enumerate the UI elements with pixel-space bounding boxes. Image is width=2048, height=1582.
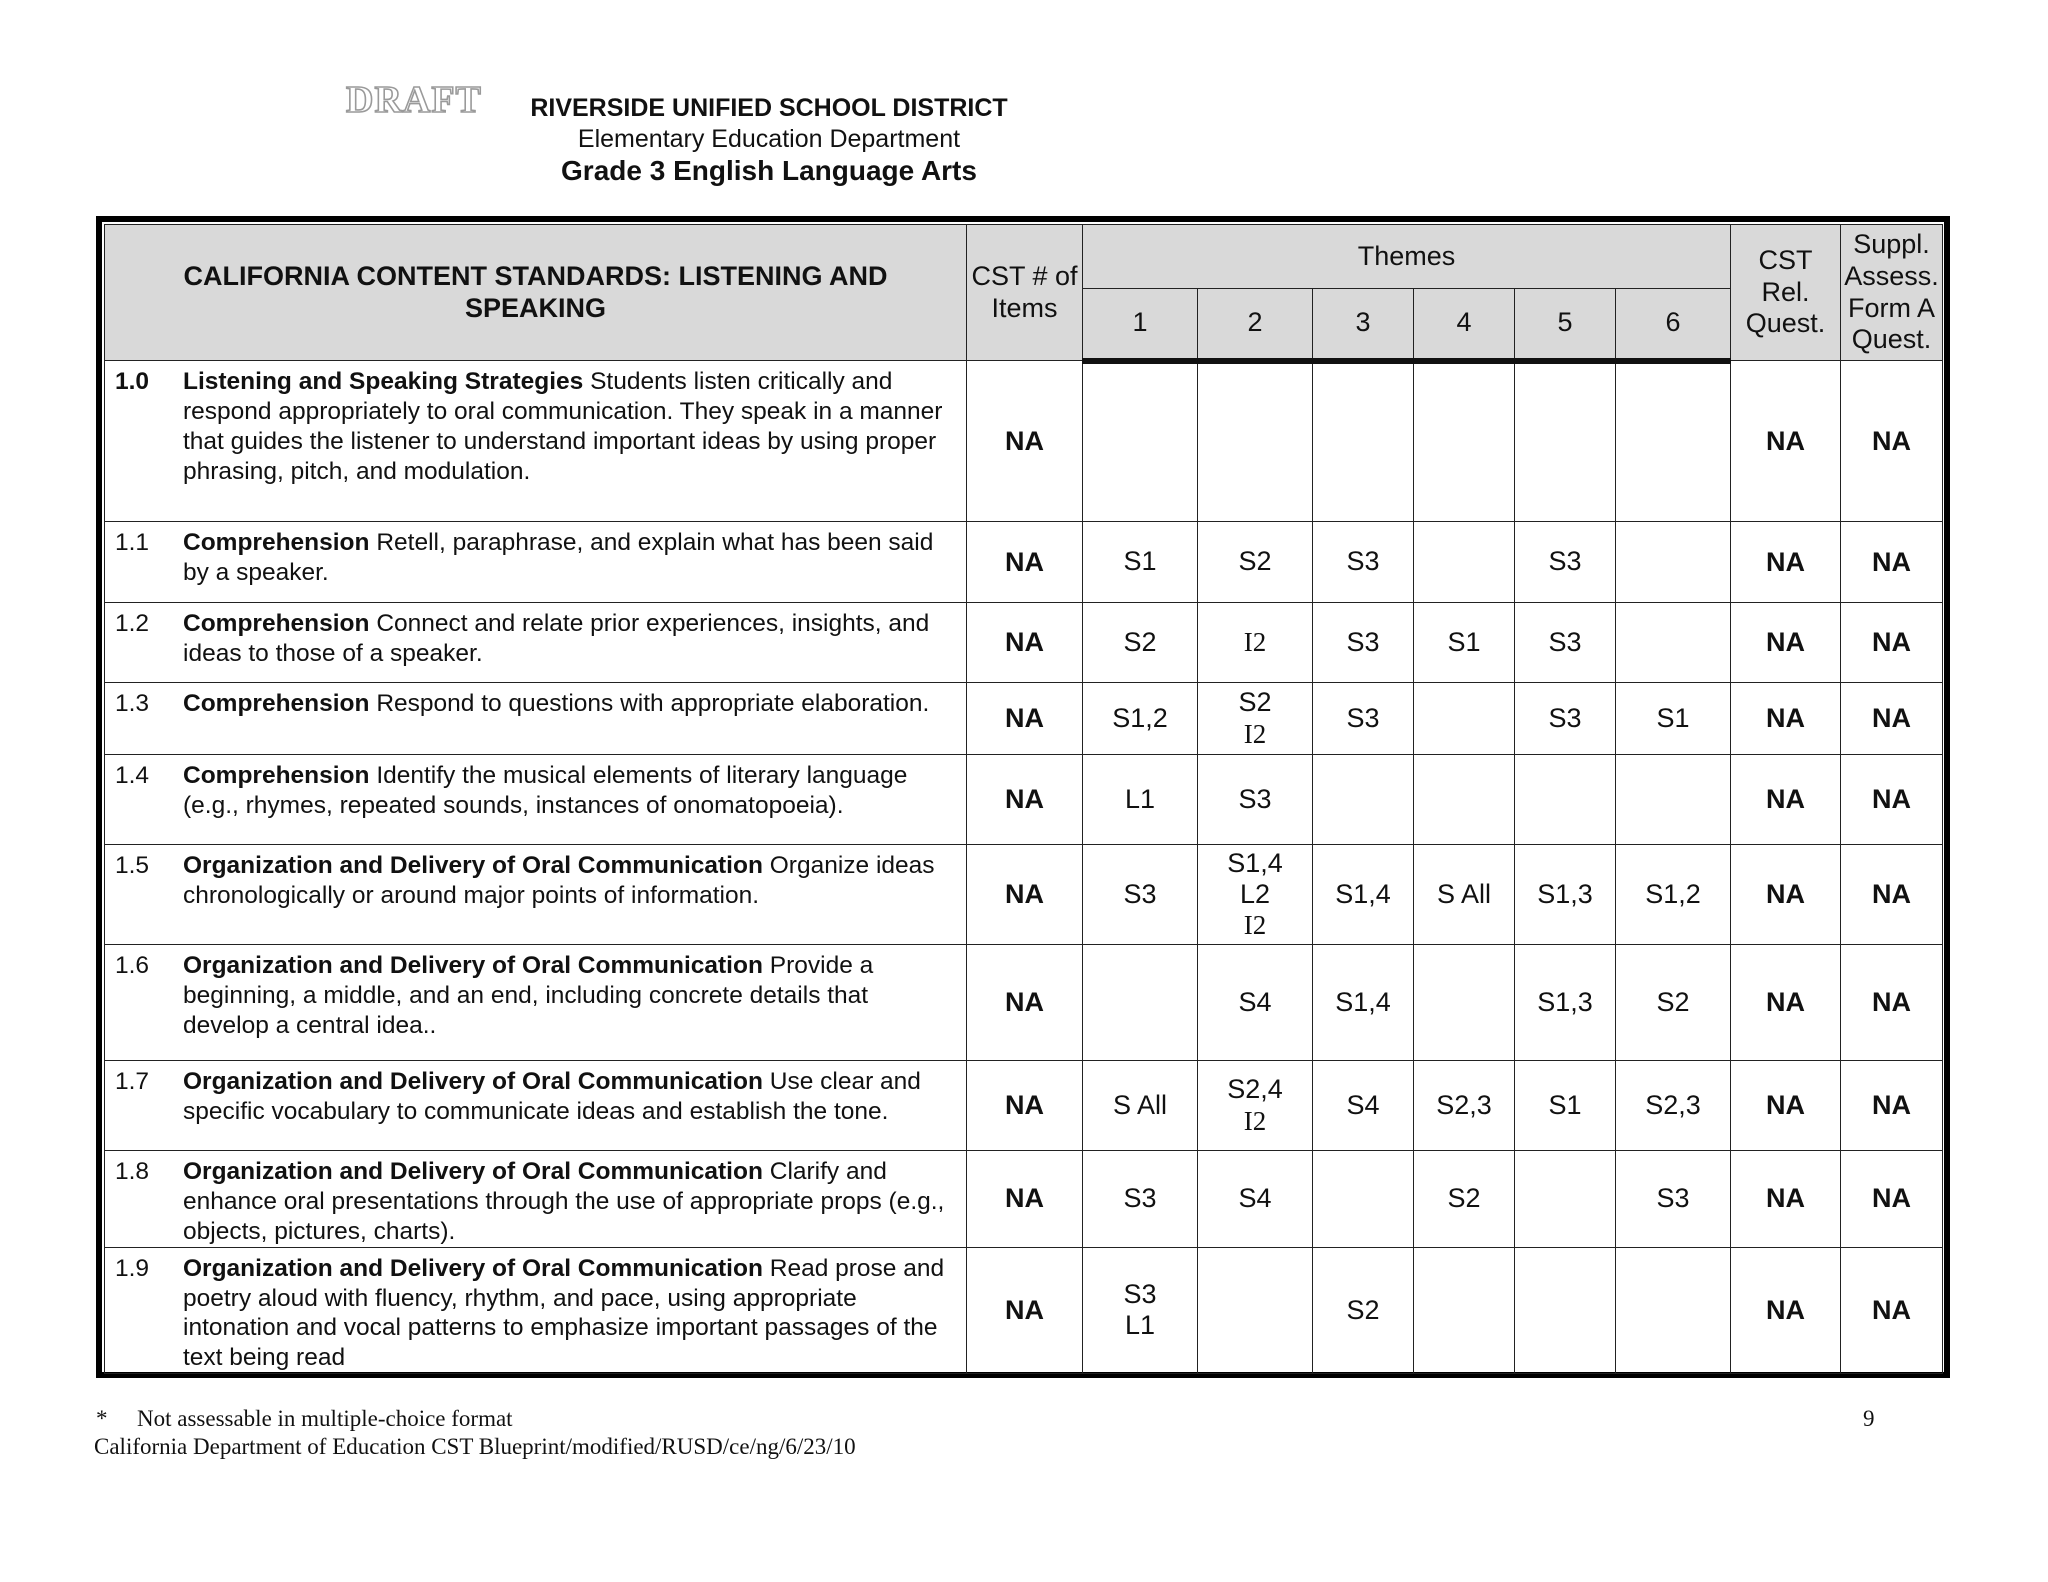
standard-number: 1.6 <box>115 952 150 979</box>
table-row <box>105 945 1943 1061</box>
theme-code: S1,3 <box>1537 878 1593 909</box>
theme-cell <box>1515 683 1616 755</box>
theme-code: S3 <box>1346 626 1380 657</box>
theme-code: I2 <box>1243 1105 1267 1136</box>
theme-code: S1 <box>1548 1089 1582 1120</box>
theme-code: S3 <box>1656 1183 1690 1214</box>
themes-header: Themes <box>1083 225 1731 289</box>
theme-cell <box>1313 1151 1414 1248</box>
cst-rel-value: NA <box>1731 1061 1841 1151</box>
theme-cell <box>1616 522 1731 603</box>
theme-code: S1,4 <box>1335 986 1391 1017</box>
standard-number: 1.5 <box>115 852 150 879</box>
theme-code: S3 <box>1123 1183 1157 1214</box>
standards-table <box>104 224 1943 1374</box>
standard-topic: Organization and Delivery of Oral Communication <box>183 1158 763 1185</box>
theme-cell <box>1515 945 1616 1061</box>
cst-rel-value: NA <box>1731 1151 1841 1248</box>
cst-items-value: NA <box>967 603 1083 683</box>
standard-description <box>105 1151 967 1248</box>
theme-cell <box>1198 1061 1313 1151</box>
standard-text <box>183 851 958 911</box>
table-row <box>105 522 1943 603</box>
theme-cell <box>1083 361 1198 522</box>
standard-number: 1.0 <box>115 368 150 395</box>
standard-description <box>105 945 967 1061</box>
theme-code: S1,2 <box>1645 878 1701 909</box>
theme-cell <box>1414 1151 1515 1248</box>
theme-code: S All <box>1436 878 1492 909</box>
theme-code: S3 <box>1123 1279 1157 1310</box>
standard-description <box>105 1247 967 1374</box>
theme-cell <box>1083 1247 1198 1374</box>
theme-cell <box>1414 522 1515 603</box>
theme-cell <box>1515 522 1616 603</box>
theme-cell <box>1313 1247 1414 1374</box>
department-name: Elementary Education Department <box>577 125 961 153</box>
standard-number: 1.8 <box>115 1158 150 1185</box>
cst-rel-value: NA <box>1731 361 1841 522</box>
cst-rel-value: NA <box>1731 845 1841 945</box>
subject-title: Grade 3 English Language Arts <box>561 155 977 186</box>
theme-cell <box>1083 603 1198 683</box>
standard-number: 1.9 <box>115 1254 150 1282</box>
theme-code: S2 <box>1238 546 1272 577</box>
theme-cell <box>1198 755 1313 845</box>
cst-items-value: NA <box>967 755 1083 845</box>
standard-text <box>183 761 958 821</box>
standard-text <box>183 528 958 588</box>
theme-number: 6 <box>1616 289 1731 361</box>
theme-number: 3 <box>1313 289 1414 361</box>
theme-cell <box>1313 945 1414 1061</box>
cst-items-value: NA <box>967 945 1083 1061</box>
theme-cell <box>1414 603 1515 683</box>
theme-cell <box>1616 945 1731 1061</box>
standard-body: Organize ideas chronologically or around major points of information. <box>183 852 935 909</box>
theme-code: L1 <box>1124 783 1156 814</box>
standard-topic: Organization and Delivery of Oral Communication <box>183 952 763 979</box>
page-number: 9 <box>1863 1406 1875 1431</box>
theme-cell <box>1616 755 1731 845</box>
theme-cell <box>1313 603 1414 683</box>
theme-cell <box>1083 522 1198 603</box>
cst-items-header: CST # of Items <box>967 225 1083 361</box>
standard-text <box>183 367 958 487</box>
theme-cell <box>1313 683 1414 755</box>
theme-code: S2 <box>1346 1294 1380 1325</box>
theme-code: S1 <box>1656 702 1690 733</box>
theme-cell <box>1198 683 1313 755</box>
theme-cell <box>1198 845 1313 945</box>
table-row <box>105 1061 1943 1151</box>
standard-text <box>183 1067 958 1127</box>
standard-body: Respond to questions with appropriate elaboration. <box>376 690 930 717</box>
standard-topic: Comprehension <box>183 690 370 717</box>
theme-cell <box>1083 845 1198 945</box>
standard-number: 1.1 <box>115 529 150 556</box>
suppl-assess-value: NA <box>1841 603 1943 683</box>
theme-code: S3 <box>1346 546 1380 577</box>
theme-cell <box>1515 755 1616 845</box>
theme-code: I2 <box>1243 910 1267 941</box>
standard-topic: Organization and Delivery of Oral Communication <box>183 852 763 879</box>
theme-cell <box>1616 1151 1731 1248</box>
standard-topic: Organization and Delivery of Oral Communication <box>183 1068 763 1095</box>
theme-cell <box>1083 755 1198 845</box>
theme-code: I2 <box>1243 718 1267 749</box>
theme-cell <box>1198 945 1313 1061</box>
standard-topic: Listening and Speaking Strategies <box>183 368 584 395</box>
theme-code: S4 <box>1238 1183 1272 1214</box>
standard-text <box>183 951 958 1041</box>
cst-items-value: NA <box>967 1061 1083 1151</box>
standard-topic: Comprehension <box>183 762 370 789</box>
theme-code: S2 <box>1656 986 1690 1017</box>
source-line: California Department of Education CST Blueprint/modified/RUSD/ce/ng/6/23/10 <box>94 1434 856 1459</box>
theme-cell <box>1515 361 1616 522</box>
theme-code: S3 <box>1548 702 1582 733</box>
standard-topic: Organization and Delivery of Oral Communication <box>183 1254 763 1282</box>
cst-items-value: NA <box>967 1247 1083 1374</box>
district-name: RIVERSIDE UNIFIED SCHOOL DISTRICT <box>530 94 1008 122</box>
theme-code: S3 <box>1548 626 1582 657</box>
theme-cell <box>1414 361 1515 522</box>
theme-cell <box>1313 845 1414 945</box>
theme-cell <box>1515 845 1616 945</box>
theme-cell <box>1313 1061 1414 1151</box>
theme-cell <box>1313 361 1414 522</box>
theme-code: S3 <box>1548 546 1582 577</box>
theme-cell <box>1198 361 1313 522</box>
theme-code: S1,3 <box>1537 986 1593 1017</box>
theme-code: S2 <box>1123 626 1157 657</box>
footnote <box>96 1406 513 1432</box>
theme-code: S All <box>1112 1089 1168 1120</box>
theme-cell <box>1083 1061 1198 1151</box>
table-row <box>105 1151 1943 1248</box>
theme-cell <box>1414 683 1515 755</box>
suppl-assess-value: NA <box>1841 1151 1943 1248</box>
standard-description <box>105 361 967 522</box>
theme-cell <box>1083 683 1198 755</box>
cst-items-value: NA <box>967 683 1083 755</box>
theme-code: S1 <box>1447 626 1481 657</box>
suppl-assess-value: NA <box>1841 1061 1943 1151</box>
theme-code: S1,4 <box>1227 847 1283 878</box>
theme-number: 2 <box>1198 289 1313 361</box>
theme-cell <box>1515 1061 1616 1151</box>
standard-text <box>183 609 958 669</box>
standard-number: 1.2 <box>115 610 150 637</box>
cst-rel-value: NA <box>1731 945 1841 1061</box>
standard-body: Students listen critically and respond appropriately to oral communication. They speak in a manner that guides the listener to understand important ideas by using proper phrasing, pitch, and modulation. <box>183 368 943 485</box>
theme-cell <box>1198 1247 1313 1374</box>
standard-body: Clarify and enhance oral presentations through the use of appropriate props (e.g., objects, pictures, charts). <box>183 1158 945 1245</box>
theme-cell <box>1414 1061 1515 1151</box>
suppl-assess-value: NA <box>1841 755 1943 845</box>
suppl-assess-header: Suppl. Assess. Form A Quest. <box>1841 225 1943 361</box>
suppl-assess-value: NA <box>1841 945 1943 1061</box>
draft-watermark: DRAFT <box>346 79 482 121</box>
theme-cell <box>1083 1151 1198 1248</box>
standard-number: 1.3 <box>115 690 150 717</box>
theme-cell <box>1616 1247 1731 1374</box>
theme-cell <box>1414 945 1515 1061</box>
theme-cell <box>1515 1151 1616 1248</box>
standard-number: 1.7 <box>115 1068 150 1095</box>
standard-body: Identify the musical elements of literary language (e.g., rhymes, repeated sounds, instances of onomatopoeia). <box>183 762 908 819</box>
cst-rel-value: NA <box>1731 1247 1841 1374</box>
theme-cell <box>1515 1247 1616 1374</box>
theme-code: S2,3 <box>1645 1089 1701 1120</box>
theme-cell <box>1616 1061 1731 1151</box>
table-row <box>105 361 1943 522</box>
theme-cell <box>1616 603 1731 683</box>
theme-number: 1 <box>1083 289 1198 361</box>
suppl-assess-value: NA <box>1841 683 1943 755</box>
suppl-assess-value: NA <box>1841 522 1943 603</box>
standard-body: Use clear and specific vocabulary to communicate ideas and establish the tone. <box>183 1068 921 1125</box>
standard-body: Provide a beginning, a middle, and an end, including concrete details that develop a central idea.. <box>183 952 874 1039</box>
suppl-assess-value: NA <box>1841 845 1943 945</box>
cst-rel-value: NA <box>1731 603 1841 683</box>
table-row <box>105 683 1943 755</box>
theme-code: S1,4 <box>1335 878 1391 909</box>
standard-body: Connect and relate prior experiences, insights, and ideas to those of a speaker. <box>183 610 930 667</box>
table-row <box>105 755 1943 845</box>
standard-number: 1.4 <box>115 762 150 789</box>
theme-cell <box>1515 603 1616 683</box>
theme-code: S3 <box>1346 702 1380 733</box>
standard-topic: Comprehension <box>183 529 370 556</box>
standard-text <box>183 689 929 719</box>
theme-code: S4 <box>1346 1089 1380 1120</box>
footnote-marker: * <box>96 1406 108 1431</box>
theme-code: S2 <box>1447 1183 1481 1214</box>
theme-code: L1 <box>1124 1310 1156 1341</box>
theme-code: S4 <box>1238 986 1272 1017</box>
table-row <box>105 1247 1943 1374</box>
theme-code: I2 <box>1243 626 1267 657</box>
theme-cell <box>1198 1151 1313 1248</box>
standard-body: Retell, paraphrase, and explain what has been said by a speaker. <box>183 529 934 586</box>
table-row <box>105 603 1943 683</box>
standard-description <box>105 603 967 683</box>
standard-description <box>105 522 967 603</box>
footnote-text: Not assessable in multiple-choice format <box>137 1406 513 1431</box>
theme-cell <box>1616 683 1731 755</box>
standard-body: Read prose and poetry aloud with fluency, rhythm, and pace, using appropriate intonation and vocal patterns to emphasize important passages of the text being read <box>183 1254 945 1372</box>
cst-rel-value: NA <box>1731 522 1841 603</box>
theme-code: S1 <box>1123 546 1157 577</box>
standard-text <box>183 1157 958 1247</box>
cst-items-value: NA <box>967 361 1083 522</box>
standard-description <box>105 1061 967 1151</box>
theme-cell <box>1616 361 1731 522</box>
suppl-assess-value: NA <box>1841 361 1943 522</box>
standard-text <box>183 1254 958 1374</box>
theme-code: S1,2 <box>1112 702 1168 733</box>
theme-cell <box>1083 945 1198 1061</box>
theme-number: 4 <box>1414 289 1515 361</box>
standard-description <box>105 845 967 945</box>
standards-title: CALIFORNIA CONTENT STANDARDS: LISTENING AND SPEAKING <box>105 225 967 361</box>
cst-rel-value: NA <box>1731 683 1841 755</box>
standard-description <box>105 683 967 755</box>
theme-code: L2 <box>1239 878 1271 909</box>
cst-items-value: NA <box>967 1151 1083 1248</box>
theme-cell <box>1616 845 1731 945</box>
cst-rel-value: NA <box>1731 755 1841 845</box>
theme-code: S3 <box>1238 783 1272 814</box>
theme-cell <box>1414 845 1515 945</box>
theme-number: 5 <box>1515 289 1616 361</box>
table-row <box>105 845 1943 945</box>
cst-rel-quest-header: CST Rel. Quest. <box>1731 225 1841 361</box>
suppl-assess-value: NA <box>1841 1247 1943 1374</box>
theme-code: S3 <box>1123 878 1157 909</box>
standard-description <box>105 755 967 845</box>
theme-cell <box>1313 522 1414 603</box>
theme-cell <box>1414 755 1515 845</box>
standard-topic: Comprehension <box>183 610 370 637</box>
theme-code: S2,3 <box>1436 1089 1492 1120</box>
cst-items-value: NA <box>967 845 1083 945</box>
theme-code: S2,4 <box>1227 1074 1283 1105</box>
theme-cell <box>1414 1247 1515 1374</box>
cst-items-value: NA <box>967 522 1083 603</box>
theme-cell <box>1198 522 1313 603</box>
theme-cell <box>1313 755 1414 845</box>
theme-code: S2 <box>1238 687 1272 718</box>
theme-cell <box>1198 603 1313 683</box>
